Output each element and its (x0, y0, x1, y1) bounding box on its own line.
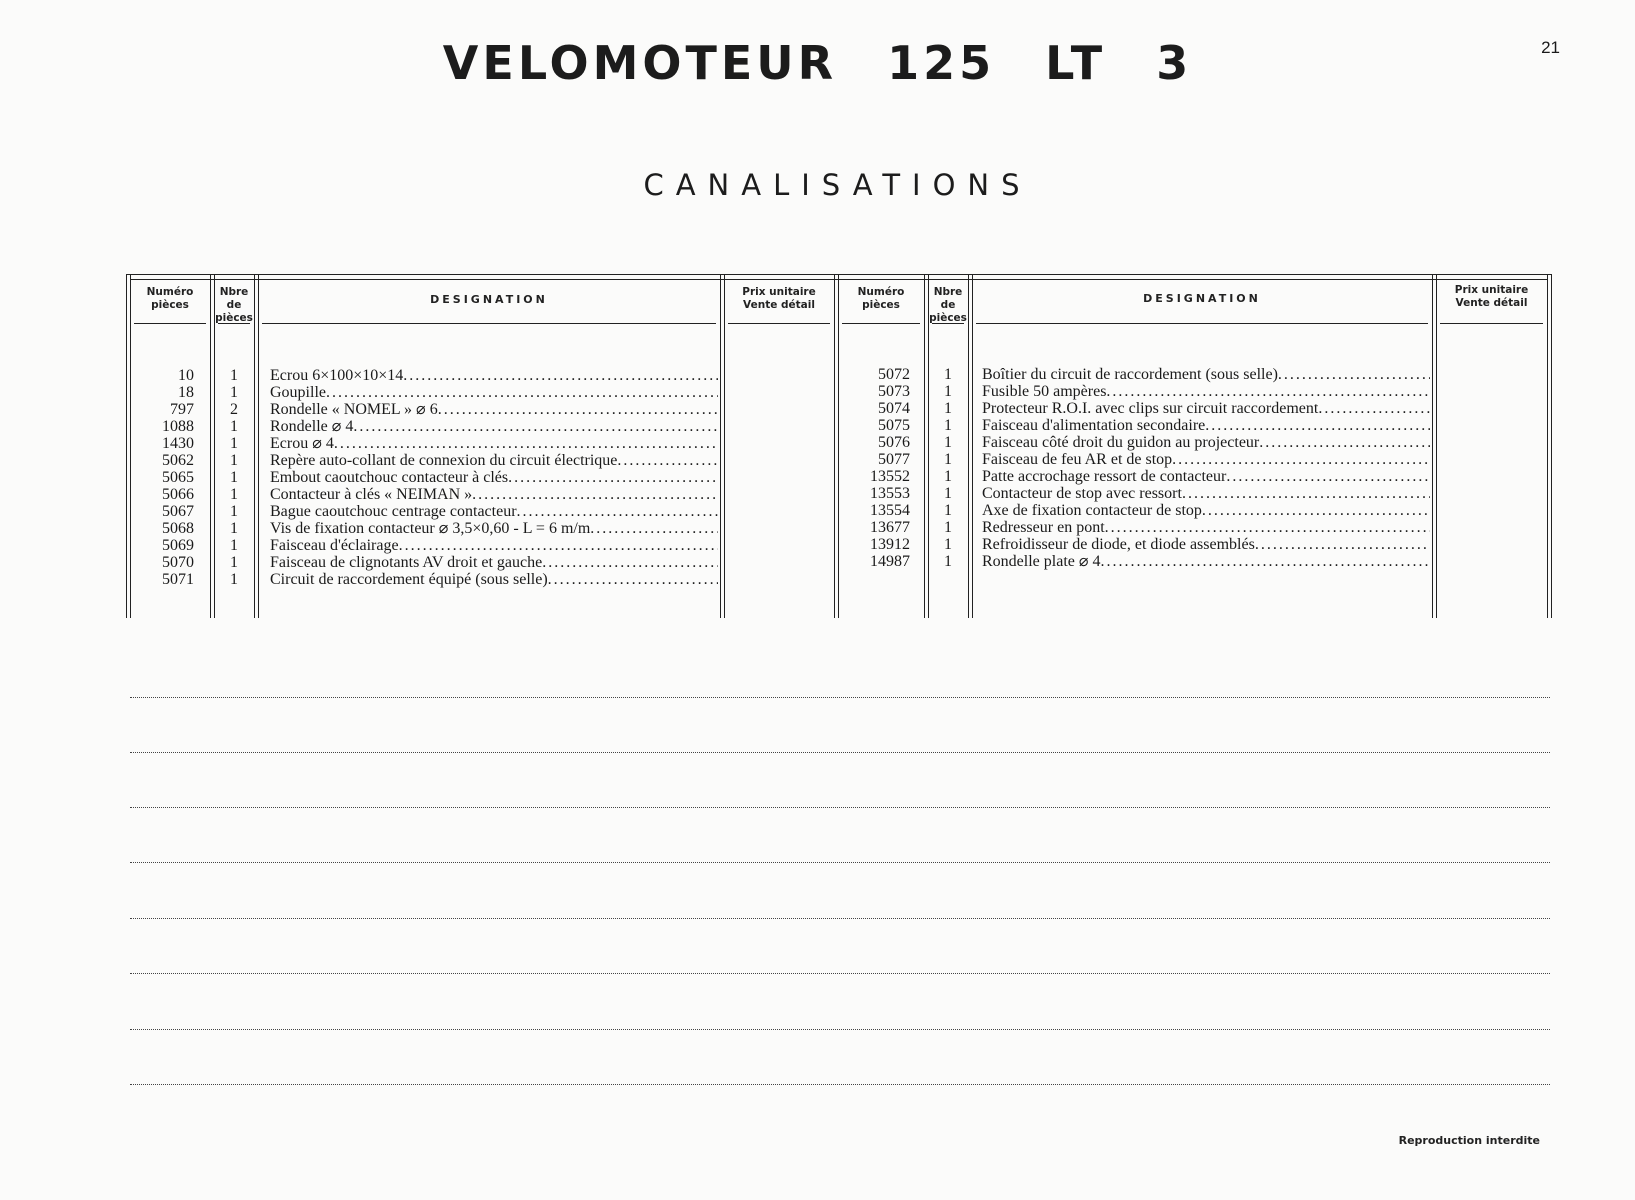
part-designation: Faisceau d'alimentation secondaire . . . (982, 417, 1430, 434)
left-quantities (214, 367, 254, 588)
part-number: 10 (178, 367, 194, 384)
header-underline (842, 323, 920, 324)
part-number: 797 (170, 401, 194, 418)
part-number: 1088 (162, 418, 194, 435)
part-quantity: 1 (944, 434, 952, 451)
part-quantity: 1 (944, 451, 952, 468)
note-line (130, 862, 1550, 863)
column-divider (724, 274, 725, 618)
part-designation: Faisceau de clignotants AV droit et gauche . . . (270, 554, 718, 571)
part-designation: Faisceau d'éclairage . . . (270, 537, 718, 554)
part-number: 5071 (162, 571, 194, 588)
note-line (130, 1084, 1550, 1085)
part-designation: Boîtier du circuit de raccordement (sous selle) . . . (982, 366, 1430, 383)
note-line (130, 1029, 1550, 1030)
part-number: 14987 (870, 553, 910, 570)
header-underline (1440, 323, 1543, 324)
header-nbre: Nbre de pièces (215, 286, 253, 324)
part-number: 5069 (162, 537, 194, 554)
header-designation: DESIGNATION (1143, 292, 1261, 305)
column-divider (924, 274, 925, 618)
part-quantity: 1 (944, 417, 952, 434)
left-part-numbers (134, 367, 194, 588)
header-underline (728, 323, 830, 324)
part-quantity: 1 (944, 485, 952, 502)
part-number: 5072 (878, 366, 910, 383)
part-designation: Circuit de raccordement équipé (sous selle) . . . (270, 571, 718, 588)
part-designation: Faisceau côté droit du guidon au projecteur . . . (982, 434, 1430, 451)
part-designation: Vis de fixation contacteur ⌀ 3,5×0,60 - L = 6 m/m . . . (270, 520, 718, 537)
part-number: 5074 (878, 400, 910, 417)
part-designation: Patte accrochage ressort de contacteur . . . (982, 468, 1430, 485)
part-quantity: 1 (230, 537, 238, 554)
left-designations (270, 367, 718, 588)
part-quantity: 1 (230, 452, 238, 469)
part-quantity: 1 (944, 502, 952, 519)
part-quantity: 1 (944, 383, 952, 400)
note-line (130, 807, 1550, 808)
part-designation: Rondelle ⌀ 4 . . . (270, 418, 718, 435)
part-designation: Protecteur R.O.I. avec clips sur circuit raccordement . . . (982, 400, 1430, 417)
column-divider (254, 274, 255, 618)
part-quantity: 1 (944, 553, 952, 570)
part-quantity: 1 (944, 536, 952, 553)
part-quantity: 1 (230, 384, 238, 401)
part-quantity: 1 (944, 400, 952, 417)
note-line (130, 697, 1550, 698)
part-designation: Axe de fixation contacteur de stop . . . (982, 502, 1430, 519)
part-quantity: 1 (230, 469, 238, 486)
part-designation: Fusible 50 ampères . . . (982, 383, 1430, 400)
note-line (130, 918, 1550, 919)
part-number: 5077 (878, 451, 910, 468)
part-quantity: 1 (944, 519, 952, 536)
part-number: 5062 (162, 452, 194, 469)
part-quantity: 1 (230, 503, 238, 520)
page-title: VELOMOTEUR 125 LT 3 (442, 36, 1193, 90)
right-quantities (928, 366, 968, 570)
section-title: CANALISATIONS (643, 168, 1032, 202)
part-quantity: 1 (230, 435, 238, 452)
note-line (130, 752, 1550, 753)
part-designation: Contacteur de stop avec ressort . . . (982, 485, 1430, 502)
right-designations (982, 366, 1430, 570)
header-underline (976, 323, 1428, 324)
part-quantity: 1 (944, 468, 952, 485)
part-number: 18 (178, 384, 194, 401)
header-designation: DESIGNATION (430, 293, 548, 306)
part-number: 5067 (162, 503, 194, 520)
table-border-right (1551, 274, 1552, 618)
header-numero: Numéro pièces (857, 286, 905, 311)
part-designation: Embout caoutchouc contacteur à clés . . . (270, 469, 718, 486)
note-line (130, 973, 1550, 974)
column-divider (1436, 274, 1437, 618)
part-number: 5075 (878, 417, 910, 434)
header-prix: Prix unitaire Vente détail (742, 286, 816, 311)
table-border-left (126, 274, 127, 618)
column-divider (972, 274, 973, 618)
part-number: 1430 (162, 435, 194, 452)
part-number: 13553 (870, 485, 910, 502)
header-prix: Prix unitaire Vente détail (1454, 284, 1529, 309)
right-part-numbers (842, 366, 910, 570)
column-divider (720, 274, 721, 618)
part-designation: Faisceau de feu AR et de stop . . . (982, 451, 1430, 468)
part-designation: Rondelle « NOMEL » ⌀ 6 . . . (270, 401, 718, 418)
column-divider (258, 274, 259, 618)
part-number: 5068 (162, 520, 194, 537)
part-number: 13552 (870, 468, 910, 485)
column-divider (834, 274, 835, 618)
part-designation: Redresseur en pont . . . (982, 519, 1430, 536)
part-quantity: 1 (230, 418, 238, 435)
header-nbre: Nbre de pièces (929, 286, 967, 324)
part-number: 5065 (162, 469, 194, 486)
header-underline (134, 323, 206, 324)
part-number: 13554 (870, 502, 910, 519)
part-designation: Rondelle plate ⌀ 4 . . . (982, 553, 1430, 570)
part-number: 13912 (870, 536, 910, 553)
part-number: 5066 (162, 486, 194, 503)
part-quantity: 1 (230, 367, 238, 384)
column-divider (968, 274, 969, 618)
part-designation: Goupille . . . (270, 384, 718, 401)
page-number: 21 (1541, 38, 1560, 57)
header-underline (262, 323, 716, 324)
part-designation: Refroidisseur de diode, et diode assemblés . . . (982, 536, 1430, 553)
table-border-left-inner (130, 274, 131, 618)
column-divider (210, 274, 211, 618)
part-designation: Ecrou 6×100×10×14 . . . (270, 367, 718, 384)
part-designation: Repère auto-collant de connexion du circuit électrique . . . (270, 452, 718, 469)
part-quantity: 1 (230, 571, 238, 588)
footer-notice: Reproduction interdite (1398, 1134, 1540, 1147)
table-border-right-inner (1547, 274, 1548, 618)
part-designation: Contacteur à clés « NEIMAN » . . . (270, 486, 718, 503)
part-number: 5073 (878, 383, 910, 400)
part-quantity: 1 (230, 486, 238, 503)
part-quantity: 1 (230, 520, 238, 537)
part-quantity: 1 (944, 366, 952, 383)
column-divider (1432, 274, 1433, 618)
header-numero: Numéro pièces (146, 286, 194, 311)
part-quantity: 2 (230, 401, 238, 418)
part-number: 5076 (878, 434, 910, 451)
part-number: 13677 (870, 519, 910, 536)
part-designation: Bague caoutchouc centrage contacteur . . . (270, 503, 718, 520)
part-designation: Ecrou ⌀ 4 . . . (270, 435, 718, 452)
column-divider (838, 274, 839, 618)
part-number: 5070 (162, 554, 194, 571)
part-quantity: 1 (230, 554, 238, 571)
